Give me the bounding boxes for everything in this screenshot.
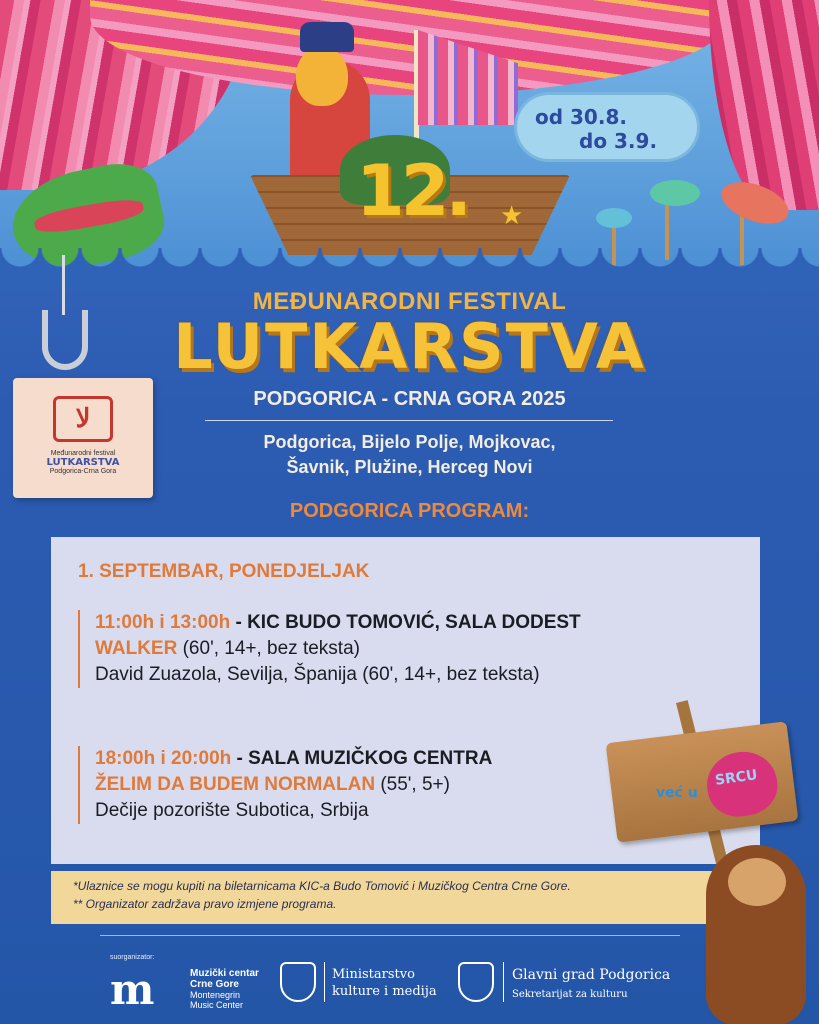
footnotes	[51, 871, 760, 924]
mc-line2: Crne Gore	[190, 979, 239, 990]
coorganizer-label: suorganizator:	[110, 954, 155, 961]
separator	[324, 962, 325, 1002]
event-show-info: (60', 14+, bez teksta)	[177, 638, 360, 659]
monkey-face	[728, 858, 786, 906]
logo-text-line2: LUTKARSTVA	[46, 457, 120, 468]
mc-line1: Muzički centar	[190, 968, 259, 979]
podgorica-crest-icon	[458, 962, 494, 1002]
pirate-hat	[300, 22, 354, 52]
sign-text-srcu: SRCU	[714, 767, 759, 789]
city-line1: Glavni grad Podgorica	[512, 967, 671, 983]
event-show: ŽELIM DA BUDEM NORMALAN	[95, 774, 376, 795]
event-show-info: (55', 5+)	[375, 774, 450, 795]
ministry-text	[332, 966, 437, 1000]
event-time: 11:00h i 13:00h	[95, 612, 231, 633]
footer-divider	[100, 935, 680, 936]
mc-line4: Music Center	[190, 1000, 244, 1010]
fish-puppet	[650, 180, 700, 206]
separator	[503, 962, 504, 1002]
event-time: 18:00h i 20:00h	[95, 748, 232, 769]
mc-line3: Montenegrin	[190, 990, 241, 1000]
event-company: David Zuazola, Sevilja, Španija (60', 14+, bez teksta)	[95, 664, 540, 685]
footnote-changes: ** Organizator zadržava pravo izmjene programa.	[73, 897, 337, 911]
divider	[205, 420, 613, 421]
program-day: 1. SEPTEMBAR, PONEDJELJAK	[78, 561, 370, 582]
pirate-puppet-head	[296, 46, 348, 106]
logo-text-line1: Međunarodni festival	[50, 450, 116, 457]
capital-city-text	[512, 966, 670, 1004]
event-item	[78, 746, 638, 824]
footnote-tickets: *Ulaznice se mogu kupiti na biletarnicama KIC-a Budo Tomović i Muzičkog Centra Crne Gore.	[73, 879, 571, 893]
event-item	[78, 610, 638, 688]
star-icon: ★	[500, 200, 524, 230]
event-show: WALKER	[95, 638, 178, 659]
edition-number: 12.	[356, 150, 469, 232]
host-cities	[0, 430, 819, 480]
sign-text-vec: već u	[656, 785, 698, 801]
music-center-logo-icon: m	[110, 965, 149, 1014]
fish-puppet	[596, 208, 632, 228]
event-venue: - SALA MUZIČKOG CENTRA	[231, 748, 493, 769]
festival-logo-icon: ﻻ	[53, 396, 113, 442]
waves	[0, 248, 819, 288]
date-to: do 3.9.	[579, 129, 658, 153]
festival-subtitle: MEĐUNARODNI FESTIVAL	[252, 288, 567, 315]
program-heading: PODGORICA PROGRAM:	[289, 500, 530, 522]
cities-line2: Šavnik, Plužine, Herceg Novi	[286, 457, 533, 477]
date-from: od 30.8.	[535, 105, 627, 129]
event-venue: - KIC BUDO TOMOVIĆ, SALA DODEST	[230, 612, 581, 633]
ministry-line1: Ministarstvo	[332, 967, 415, 982]
cities-line1: Podgorica, Bijelo Polje, Mojkovac,	[263, 432, 556, 452]
logo-text-line3: Podgorica-Crna Gora	[49, 468, 117, 475]
festival-title: LUTKARSTVA	[173, 310, 646, 383]
event-company: Dečije pozorište Subotica, Srbija	[95, 800, 369, 821]
music-center-text	[190, 968, 259, 1010]
festival-location: PODGORICA - CRNA GORA 2025	[253, 388, 566, 410]
ministry-line2: kulture i medija	[332, 984, 437, 999]
city-line2: Sekretarijat za kulturu	[512, 989, 628, 1000]
montenegro-crest-icon	[280, 962, 316, 1002]
date-badge	[517, 95, 697, 159]
